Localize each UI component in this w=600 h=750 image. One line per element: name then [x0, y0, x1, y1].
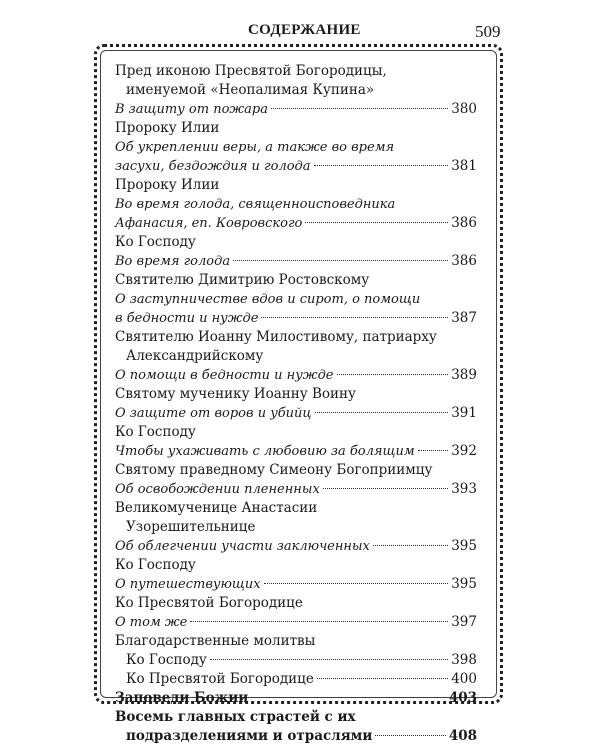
toc-entry-line — [115, 404, 477, 423]
entry-page-number: 380 — [451, 101, 477, 117]
toc-entry-line — [115, 727, 477, 746]
entry-title-line: Ко Господу — [115, 557, 196, 573]
dot-leader — [233, 260, 448, 261]
toc-entry-line — [115, 100, 477, 119]
toc-entry — [115, 385, 477, 423]
toc-entry — [115, 708, 477, 746]
entry-page-number: 395 — [451, 538, 477, 554]
dot-leader — [314, 165, 449, 166]
entry-text: О защите от воров и убийц — [115, 406, 312, 421]
dot-leader — [251, 697, 446, 698]
entry-text: Ко Господу — [126, 652, 207, 668]
entry-page-number: 397 — [451, 614, 477, 630]
entry-title-line: Восемь главных страстей с их — [115, 709, 356, 725]
entry-text: О путешествующих — [115, 577, 261, 592]
entry-title-line: Святителю Димитрию Ростовскому — [115, 272, 370, 288]
entry-subtitle-line: О заступничестве вдов и сирот, о помощи — [115, 292, 421, 307]
dot-leader — [418, 450, 449, 451]
entry-text: В защиту от пожара — [115, 102, 268, 117]
dot-leader — [317, 678, 448, 679]
toc-entry-line — [115, 651, 477, 670]
toc-entry-line — [115, 537, 477, 556]
entry-title-line: Великомученице Анастасии — [115, 500, 318, 516]
page-number: 509 — [475, 22, 501, 41]
entry-text: Об облегчении участи заключенных — [115, 539, 370, 554]
entry-title-line: Святителю Иоанну Милостивому, патриарху — [115, 329, 437, 345]
toc-entry-line — [115, 613, 477, 632]
entry-title-line: Святому мученику Иоанну Воину — [115, 386, 356, 402]
entry-title-line: Александрийскому — [126, 348, 264, 364]
dot-leader — [190, 621, 448, 622]
toc-entry — [115, 328, 477, 385]
entry-page-number: 403 — [448, 690, 477, 706]
toc-entry — [115, 62, 477, 119]
dot-leader — [261, 317, 448, 318]
entry-title-line: Пророку Илии — [115, 177, 220, 193]
entry-title-line: Узорешительнице — [126, 519, 256, 535]
entry-title-line: Пророку Илии — [115, 120, 220, 136]
toc-entry-line — [115, 366, 477, 385]
toc-entry — [115, 689, 477, 708]
entry-page-number: 389 — [451, 367, 477, 383]
entry-subtitle-line: Об укреплении веры, а также во время — [115, 140, 395, 155]
entry-text: Заповеди Божии — [115, 690, 249, 706]
dot-leader — [210, 659, 448, 660]
entry-title-line: Ко Господу — [115, 424, 196, 440]
entry-text: в бедности и нужде — [115, 311, 259, 326]
entry-subtitle-line: Во время голода, священноисповедника — [115, 197, 396, 212]
toc-entry — [115, 594, 477, 632]
entry-page-number: 408 — [448, 728, 477, 744]
toc-entry — [115, 632, 477, 689]
toc-entry — [115, 176, 477, 233]
table-of-contents — [115, 62, 477, 746]
entry-page-number: 400 — [451, 671, 477, 687]
toc-entry-line — [115, 689, 477, 708]
entry-text: подразделениями и отраслями — [126, 728, 373, 744]
entry-title-line: Пред иконою Пресвятой Богородицы, — [115, 63, 387, 79]
entry-page-number: 393 — [451, 481, 477, 497]
toc-entry-line — [115, 309, 477, 328]
dot-leader — [271, 108, 448, 109]
toc-entry — [115, 233, 477, 271]
entry-title-line: Святому праведному Симеону Богоприимцу — [115, 462, 433, 478]
dot-leader — [337, 374, 449, 375]
entry-page-number: 386 — [451, 215, 477, 231]
entry-page-number: 386 — [451, 253, 477, 269]
entry-title-line: Ко Господу — [115, 234, 196, 250]
dot-leader — [323, 488, 448, 489]
entry-page-number: 395 — [451, 576, 477, 592]
toc-entry — [115, 499, 477, 556]
entry-page-number: 387 — [451, 310, 477, 326]
entry-page-number: 392 — [451, 443, 477, 459]
toc-entry — [115, 271, 477, 328]
toc-entry-line — [115, 480, 477, 499]
toc-entry — [115, 119, 477, 176]
toc-entry — [115, 556, 477, 594]
entry-title-line: Ко Пресвятой Богородице — [115, 595, 303, 611]
dot-leader — [305, 222, 448, 223]
dot-leader — [375, 735, 445, 736]
entry-text: Об освобождении плененных — [115, 482, 320, 497]
toc-entry-line — [115, 575, 477, 594]
page-header — [0, 22, 600, 46]
entry-page-number: 391 — [451, 405, 477, 421]
toc-entry-line — [115, 442, 477, 461]
toc-entry-line — [115, 670, 477, 689]
entry-text: Чтобы ухаживать с любовию за болящим — [115, 444, 415, 459]
entry-text: О том же — [115, 615, 188, 630]
entry-text: засухи, бездождия и голода — [115, 159, 311, 174]
entry-title-line: Благодарственные молитвы — [115, 633, 316, 649]
toc-entry-line — [115, 157, 477, 176]
entry-title-line: именуемой «Неопалимая Купина» — [126, 82, 375, 98]
toc-entry-line — [115, 214, 477, 233]
toc-entry — [115, 423, 477, 461]
toc-entry — [115, 461, 477, 499]
entry-page-number: 381 — [451, 158, 477, 174]
entry-text: Ко Пресвятой Богородице — [126, 671, 314, 687]
toc-entry-line — [115, 252, 477, 271]
entry-text: Во время голода — [115, 254, 231, 269]
dot-leader — [315, 412, 449, 413]
entry-page-number: 398 — [451, 652, 477, 668]
entry-text: Афанасия, еп. Ковровского — [115, 216, 303, 231]
page-title: СОДЕРЖАНИЕ — [248, 22, 361, 38]
dot-leader — [373, 545, 448, 546]
entry-text: О помощи в бедности и нужде — [115, 368, 334, 383]
dot-leader — [264, 583, 449, 584]
